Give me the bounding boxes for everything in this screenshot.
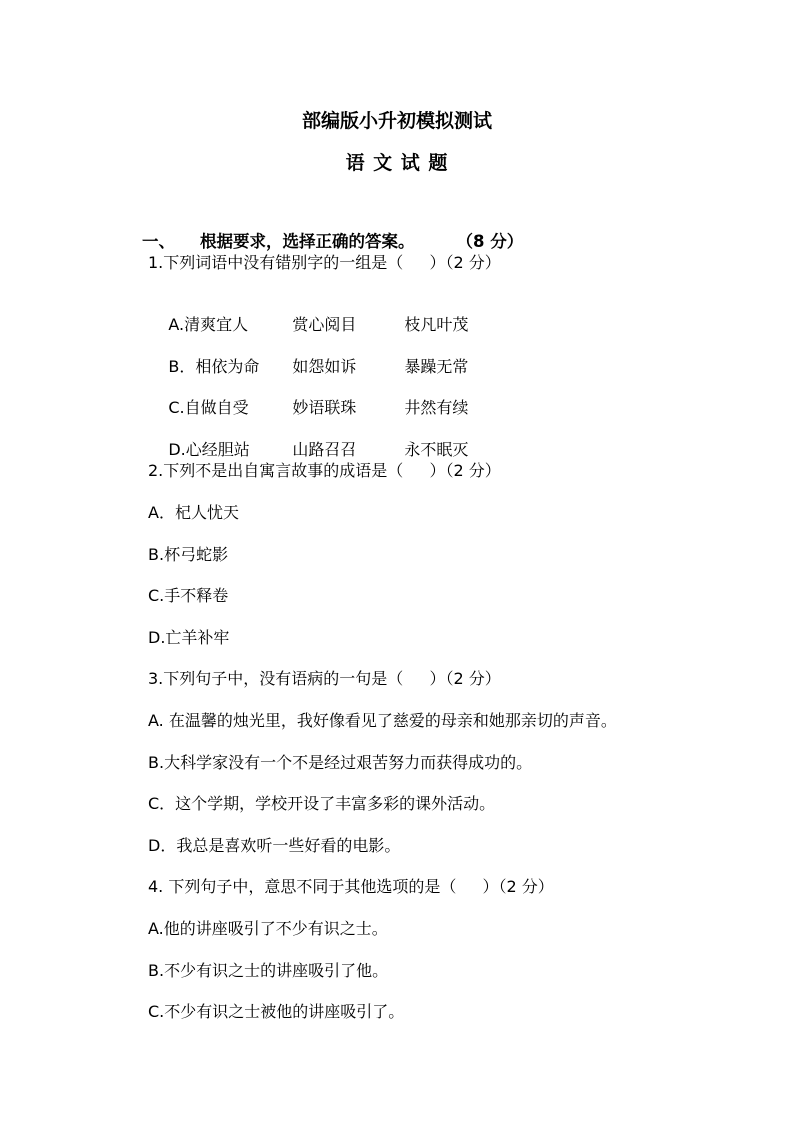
question-stem: 4. 下列句子中，意思不同于其他选项的是（ ）（2 分） — [148, 877, 554, 896]
question-option: C.手不释卷 — [148, 586, 229, 605]
question-option: B.不少有识之士的讲座吸引了他。 — [148, 961, 389, 980]
option-word: 赏心阅目 — [292, 315, 357, 334]
option-word: 暴躁无常 — [404, 357, 469, 376]
question-option: D．我总是喜欢听一些好看的电影。 — [148, 836, 401, 855]
question-option: A. 在温馨的烛光里，我好像看见了慈爱的母亲和她那亲切的声音。 — [148, 711, 617, 730]
option-word: B．相依为命 — [168, 357, 260, 376]
question-option: C.不少有识之士被他的讲座吸引了。 — [148, 1002, 405, 1021]
option-word: A.清爽宜人 — [168, 315, 249, 334]
question-option: D.亡羊补牢 — [148, 628, 230, 647]
question-stem: 3.下列句子中，没有语病的一句是（ ）（2 分） — [148, 669, 501, 688]
section-number: 一、 — [141, 232, 175, 251]
option-word: 井然有续 — [404, 398, 469, 417]
option-word: 妙语联珠 — [292, 398, 357, 417]
question-option: B.杯弓蛇影 — [148, 545, 229, 564]
question-option: C．这个学期，学校开设了丰富多彩的课外活动。 — [148, 794, 496, 813]
option-word: C.自做自受 — [168, 398, 249, 417]
question-option: A.他的讲座吸引了不少有识之士。 — [148, 919, 388, 938]
option-word: 山路召召 — [292, 440, 357, 459]
section-score: （8 分） — [456, 232, 524, 251]
option-word: 枝凡叶茂 — [404, 315, 469, 334]
exam-title: 部编版小升初模拟测试 — [301, 110, 492, 132]
question-option: A．杞人忧天 — [148, 503, 239, 522]
section-instruction: 根据要求，选择正确的答案。 — [199, 232, 415, 251]
option-word: D.心经胆站 — [168, 440, 250, 459]
option-word: 如怨如诉 — [292, 357, 357, 376]
question-option: B.大科学家没有一个不是经过艰苦努力而获得成功的。 — [148, 753, 533, 772]
question-stem: 2.下列不是出自寓言故事的成语是（ ）（2 分） — [148, 461, 501, 480]
exam-subtitle: 语 文 试 题 — [345, 152, 449, 174]
option-word: 永不眠灭 — [404, 440, 469, 459]
question-stem: 1.下列词语中没有错别字的一组是（ ）（2 分） — [148, 253, 501, 272]
